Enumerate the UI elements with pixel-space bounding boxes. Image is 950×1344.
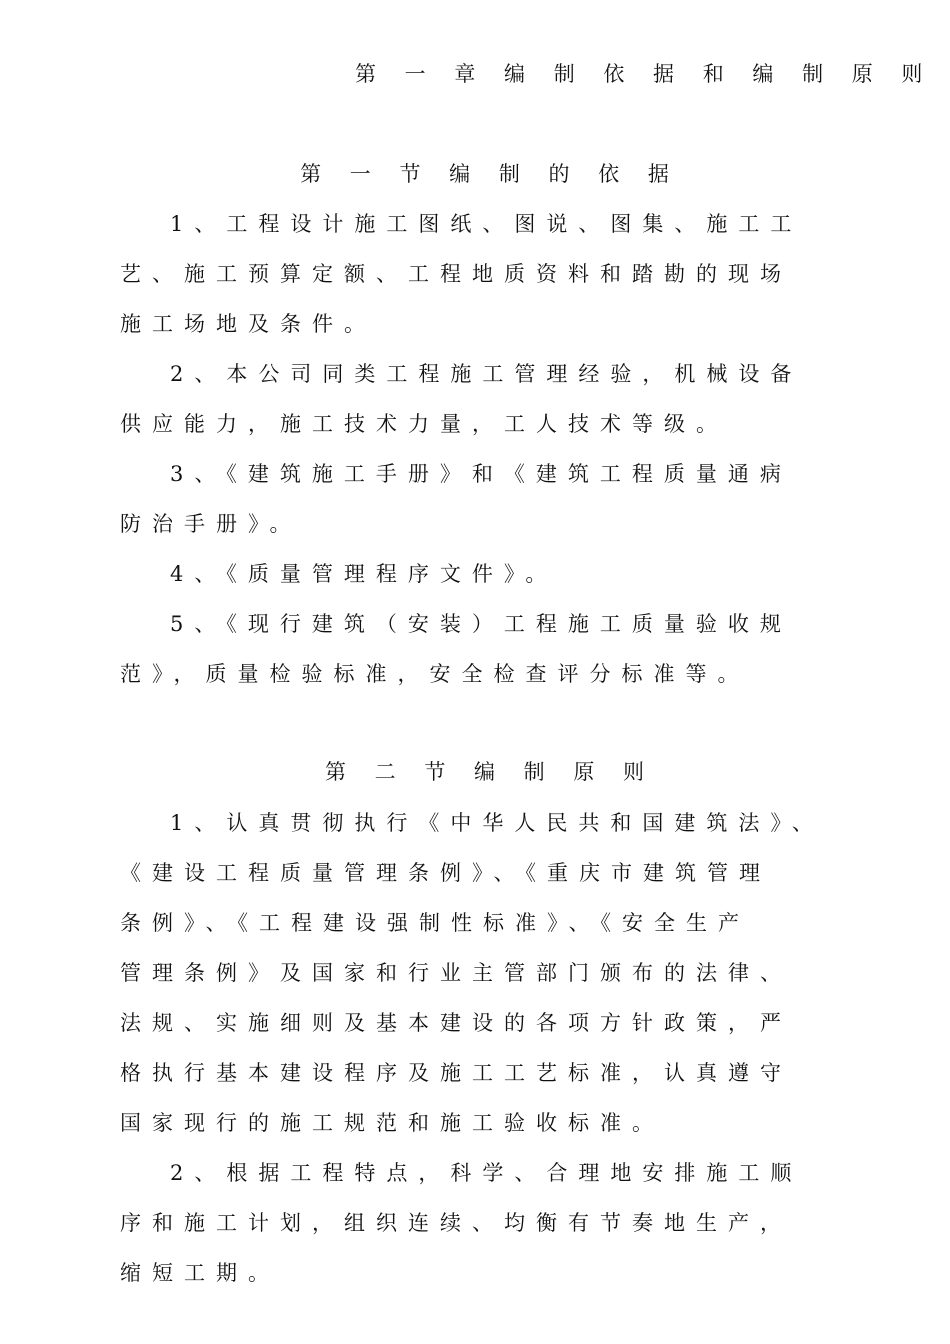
- paragraph-line: 管理条例》及国家和行业主管部门颁布的法律、: [120, 961, 792, 985]
- paragraph-line: 条例》、《工程建设强制性标准》、《安全生产: [120, 911, 750, 935]
- chapter-title: 第 一 章 编 制 依 据 和 编 制 原 则: [355, 62, 934, 86]
- paragraph-line: 防治手册》。: [120, 512, 302, 536]
- paragraph-line: 2、本公司同类工程施工管理经验，机械设备: [170, 362, 803, 386]
- section-2-title: 第 二 节 编 制 原 则: [324, 760, 656, 784]
- paragraph-line: 3、《建筑施工手册》和《建筑工程质量通病: [170, 462, 792, 486]
- paragraph-line: 4、《质量管理程序文件》。: [170, 562, 558, 586]
- paragraph-line: 5、《现行建筑（安装）工程施工质量验收规: [170, 612, 792, 636]
- paragraph-line: 2、根据工程特点，科学、合理地安排施工顺: [170, 1161, 803, 1185]
- paragraph-line: 供应能力，施工技术力量，工人技术等级。: [120, 412, 728, 436]
- paragraph-line: 缩短工期。: [120, 1261, 280, 1285]
- paragraph-line: 范》，质量检验标准，安全检查评分标准等。: [120, 662, 750, 686]
- paragraph-line: 1、工程设计施工图纸、图说、图集、施工工: [170, 212, 803, 236]
- section-2-body: [120, 798, 840, 1298]
- paragraph-line: 施工场地及条件。: [120, 312, 376, 336]
- paragraph-line: 国家现行的施工规范和施工验收标准。: [120, 1111, 664, 1135]
- paragraph-line: 序和施工计划，组织连续、均衡有节奏地生产，: [120, 1211, 792, 1235]
- paragraph-line: 《建设工程质量管理条例》、《重庆市建筑管理: [120, 861, 771, 885]
- section-1-body: [120, 199, 840, 699]
- paragraph-line: 艺、施工预算定额、工程地质资料和踏勘的现场: [120, 262, 792, 286]
- section-1-title: 第 一 节 编 制 的 依 据: [300, 162, 680, 186]
- paragraph-line: 法规、实施细则及基本建设的各项方针政策，严: [120, 1011, 792, 1035]
- paragraph-line: 格执行基本建设程序及施工工艺标准，认真遵守: [120, 1061, 792, 1085]
- paragraph-line: 1、认真贯彻执行《中华人民共和国建筑法》、: [170, 811, 824, 835]
